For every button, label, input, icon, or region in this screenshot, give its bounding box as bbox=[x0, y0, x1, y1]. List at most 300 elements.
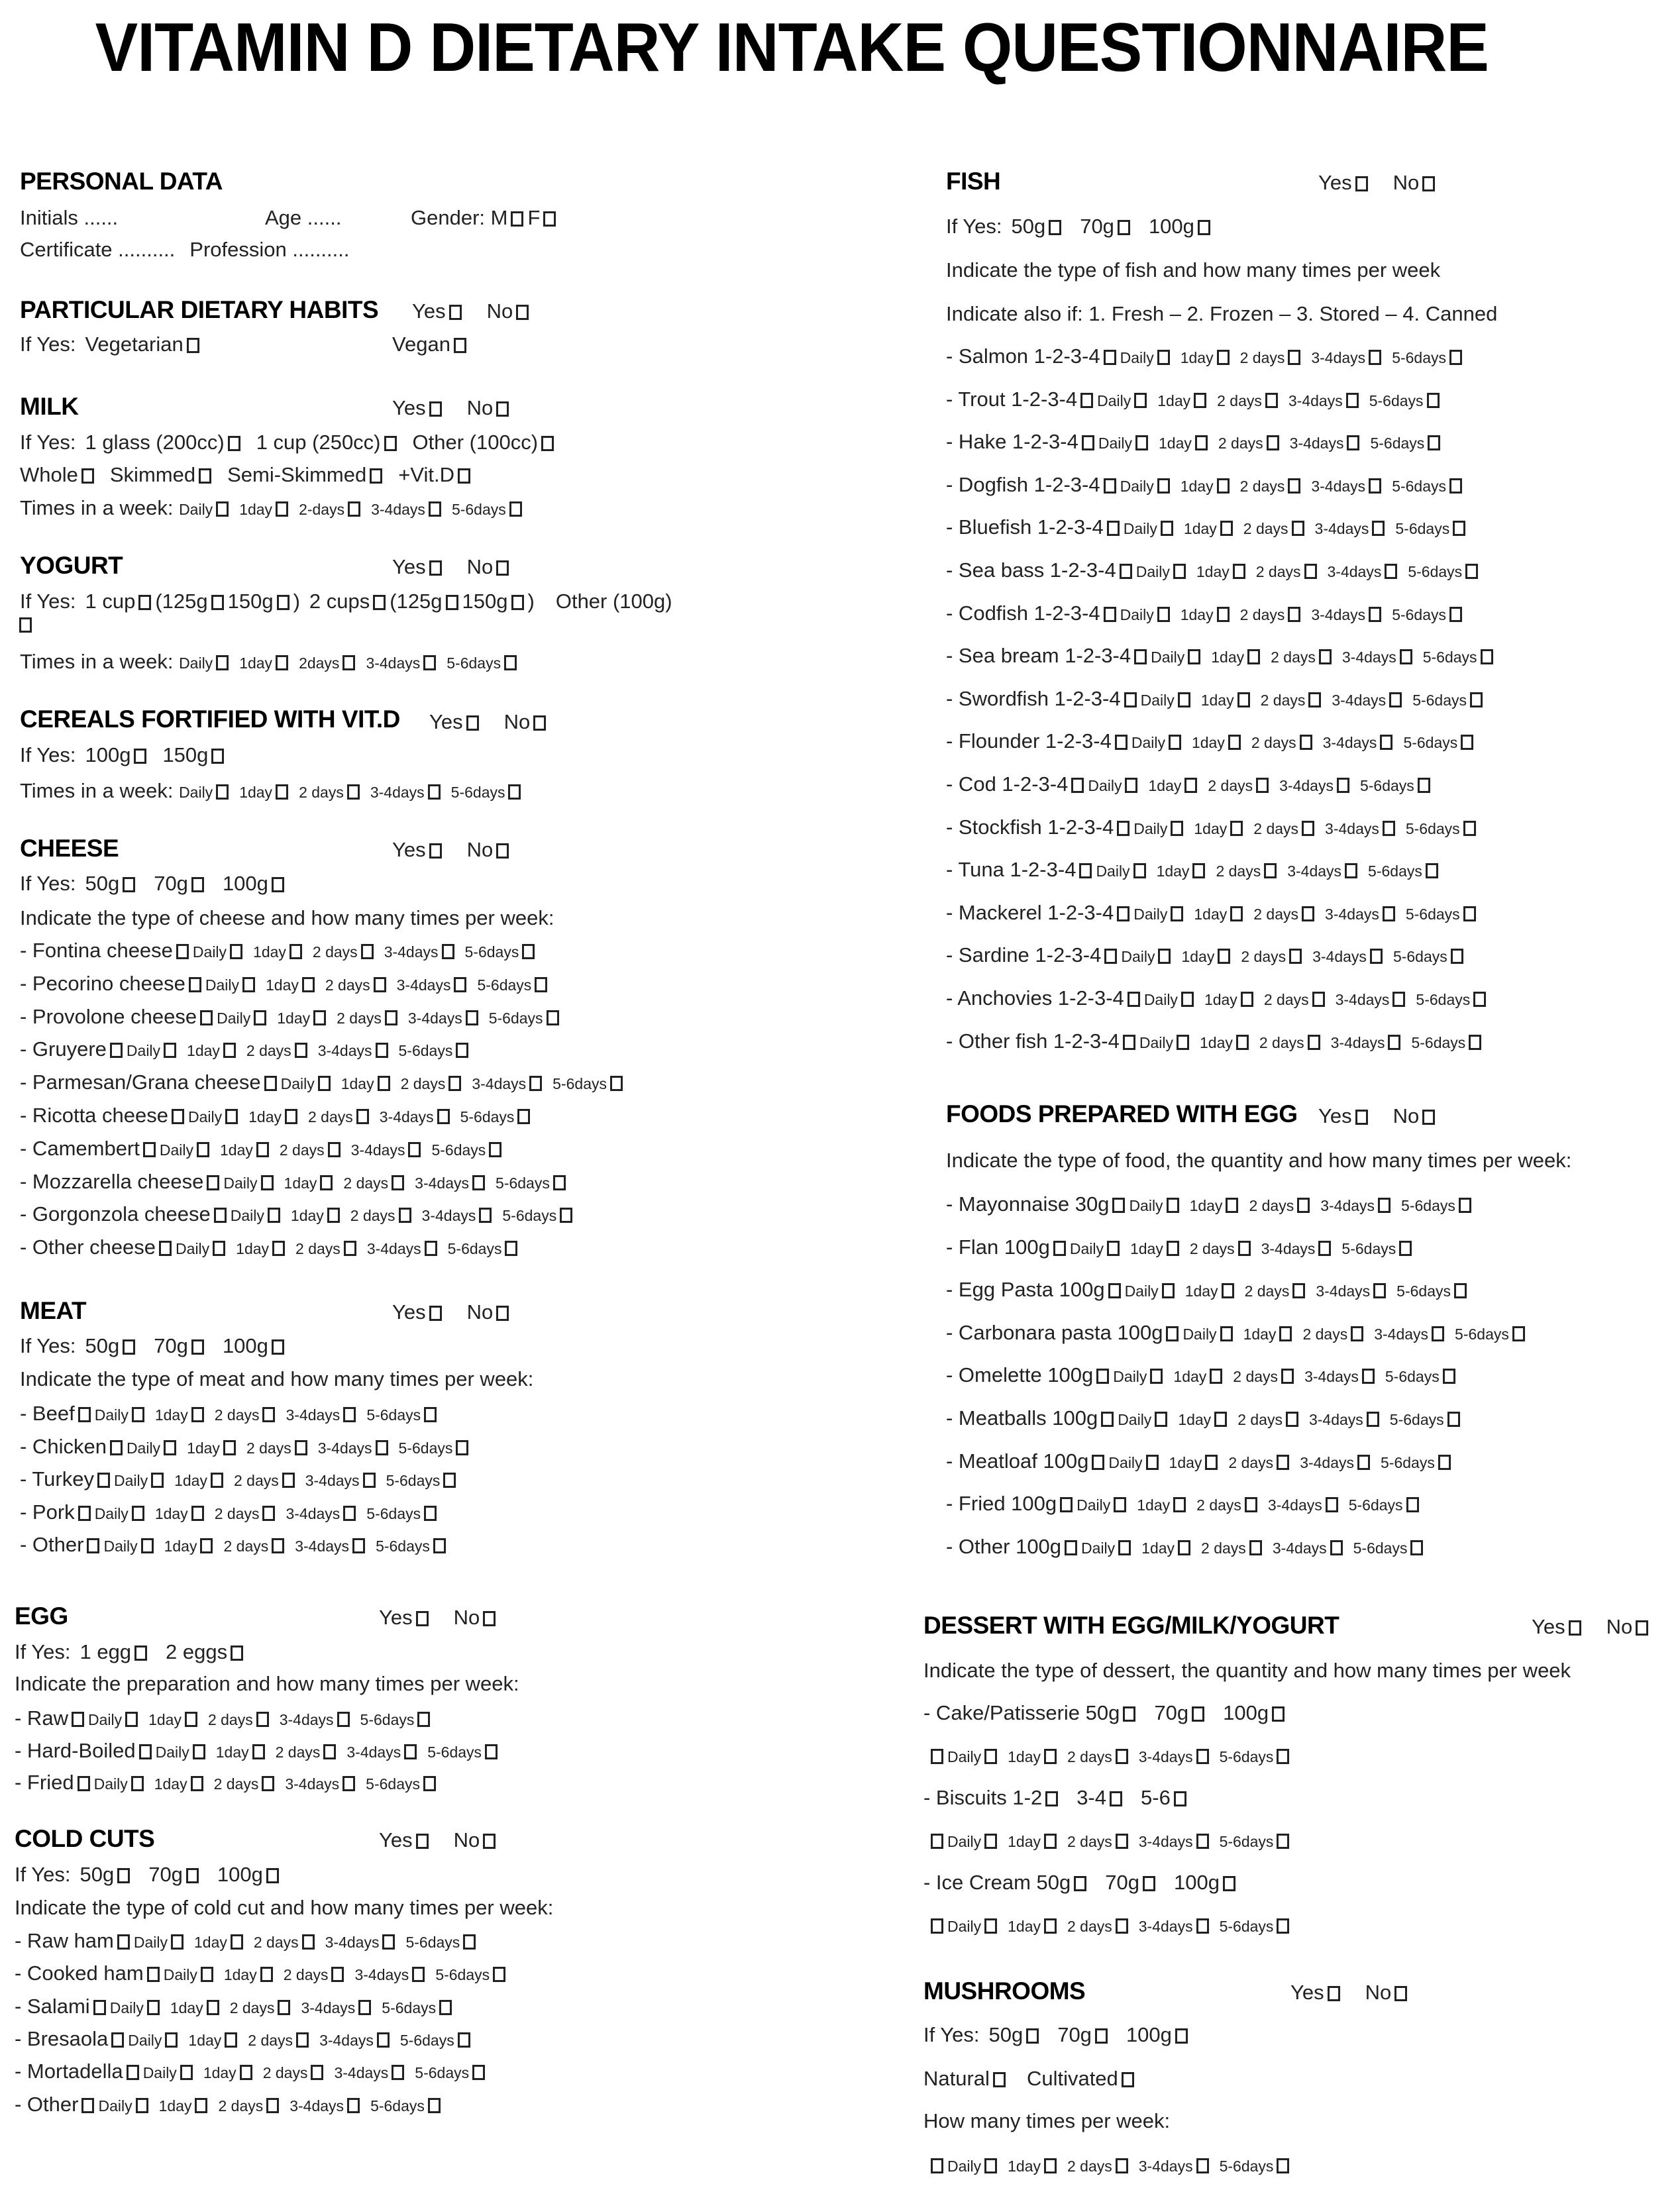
no-checkbox[interactable] bbox=[496, 560, 509, 576]
item-frequency-checkbox[interactable] bbox=[1451, 949, 1463, 964]
item-frequency-checkbox[interactable] bbox=[268, 1208, 280, 1223]
item-checkbox[interactable] bbox=[1166, 1326, 1179, 1341]
item-frequency-checkbox[interactable] bbox=[1228, 735, 1241, 750]
item-frequency-checkbox[interactable] bbox=[164, 1440, 176, 1455]
item-checkbox[interactable] bbox=[72, 1712, 84, 1727]
item-frequency-checkbox[interactable] bbox=[493, 1967, 505, 1982]
item-frequency-checkbox[interactable] bbox=[1346, 393, 1359, 408]
item-frequency-checkbox[interactable] bbox=[207, 2000, 219, 2015]
item-frequency-checkbox[interactable] bbox=[1449, 478, 1462, 494]
one-cup-150g-checkbox[interactable] bbox=[277, 595, 289, 610]
item-frequency-checkbox[interactable] bbox=[377, 2032, 390, 2048]
item-frequency-checkbox[interactable] bbox=[191, 1506, 204, 1521]
icecream-size-checkbox[interactable] bbox=[1074, 1876, 1086, 1891]
item-frequency-checkbox[interactable] bbox=[1326, 1497, 1338, 1512]
mushrooms-frequency-checkbox[interactable] bbox=[1196, 2158, 1209, 2173]
item-checkbox[interactable] bbox=[143, 1142, 156, 1157]
vegan-checkbox[interactable] bbox=[454, 338, 466, 353]
item-frequency-checkbox[interactable] bbox=[1265, 393, 1278, 408]
item-frequency-checkbox[interactable] bbox=[1427, 393, 1440, 408]
yes-checkbox[interactable] bbox=[429, 401, 442, 417]
yogurt-frequency-checkbox[interactable] bbox=[276, 655, 288, 670]
milk-type-checkbox[interactable] bbox=[458, 468, 470, 484]
icecream-size-checkbox[interactable] bbox=[1223, 1876, 1235, 1891]
item-frequency-checkbox[interactable] bbox=[327, 1208, 340, 1223]
item-checkbox[interactable] bbox=[139, 1744, 152, 1759]
item-frequency-checkbox[interactable] bbox=[1297, 1198, 1310, 1213]
item-frequency-checkbox[interactable] bbox=[295, 1440, 307, 1455]
item-checkbox[interactable] bbox=[1124, 692, 1137, 707]
item-frequency-checkbox[interactable] bbox=[1288, 607, 1300, 622]
item-frequency-checkbox[interactable] bbox=[328, 1142, 341, 1157]
no-checkbox[interactable] bbox=[1394, 1986, 1407, 2001]
item-frequency-checkbox[interactable] bbox=[1157, 607, 1170, 622]
item-checkbox[interactable] bbox=[78, 1407, 91, 1422]
item-checkbox[interactable] bbox=[97, 1473, 110, 1488]
item-frequency-checkbox[interactable] bbox=[385, 1010, 397, 1025]
item-frequency-checkbox[interactable] bbox=[1351, 1326, 1363, 1341]
item-frequency-checkbox[interactable] bbox=[1161, 521, 1173, 536]
cheese-size-checkbox[interactable] bbox=[191, 877, 204, 892]
item-frequency-checkbox[interactable] bbox=[443, 1473, 456, 1488]
item-frequency-checkbox[interactable] bbox=[439, 2000, 452, 2015]
item-frequency-checkbox[interactable] bbox=[1289, 949, 1302, 964]
item-frequency-checkbox[interactable] bbox=[1177, 1035, 1189, 1050]
item-frequency-checkbox[interactable] bbox=[260, 1967, 273, 1982]
biscuits-frequency-checkbox[interactable] bbox=[1044, 1834, 1057, 1849]
item-frequency-checkbox[interactable] bbox=[1184, 778, 1197, 793]
item-frequency-checkbox[interactable] bbox=[200, 1538, 213, 1553]
item-frequency-checkbox[interactable] bbox=[1230, 821, 1243, 836]
item-checkbox[interactable] bbox=[1120, 564, 1132, 579]
one-cup-checkbox[interactable] bbox=[138, 595, 151, 610]
yes-checkbox[interactable] bbox=[466, 715, 479, 731]
item-frequency-checkbox[interactable] bbox=[1372, 521, 1385, 536]
icecream-checkbox[interactable] bbox=[931, 1918, 943, 1934]
no-checkbox[interactable] bbox=[1422, 1110, 1435, 1125]
item-frequency-checkbox[interactable] bbox=[1286, 1412, 1298, 1427]
item-frequency-checkbox[interactable] bbox=[131, 1776, 144, 1791]
item-frequency-checkbox[interactable] bbox=[254, 1010, 266, 1025]
cake-size-checkbox[interactable] bbox=[1192, 1706, 1204, 1722]
no-checkbox[interactable] bbox=[533, 715, 546, 731]
item-frequency-checkbox[interactable] bbox=[195, 2098, 207, 2113]
item-frequency-checkbox[interactable] bbox=[1236, 1035, 1249, 1050]
biscuits-size-checkbox[interactable] bbox=[1045, 1791, 1058, 1806]
item-checkbox[interactable] bbox=[1060, 1497, 1073, 1512]
biscuits-frequency-checkbox[interactable] bbox=[984, 1834, 997, 1849]
icecream-frequency-checkbox[interactable] bbox=[1277, 1918, 1289, 1934]
no-checkbox[interactable] bbox=[1636, 1620, 1648, 1636]
item-frequency-checkbox[interactable] bbox=[392, 2065, 404, 2080]
gender-m-checkbox[interactable] bbox=[511, 211, 523, 227]
item-frequency-checkbox[interactable] bbox=[1217, 607, 1230, 622]
item-frequency-checkbox[interactable] bbox=[1133, 863, 1146, 878]
item-checkbox[interactable] bbox=[1112, 1198, 1125, 1213]
item-frequency-checkbox[interactable] bbox=[1292, 521, 1304, 536]
item-frequency-checkbox[interactable] bbox=[535, 977, 547, 992]
item-frequency-checkbox[interactable] bbox=[1218, 949, 1230, 964]
item-frequency-checkbox[interactable] bbox=[1347, 435, 1359, 450]
item-frequency-checkbox[interactable] bbox=[262, 1407, 275, 1422]
item-checkbox[interactable] bbox=[78, 1506, 91, 1521]
item-checkbox[interactable] bbox=[1104, 478, 1116, 494]
mushrooms-frequency-checkbox[interactable] bbox=[1277, 2158, 1289, 2173]
item-frequency-checkbox[interactable] bbox=[1277, 1455, 1289, 1470]
item-checkbox[interactable] bbox=[81, 2098, 94, 2113]
item-frequency-checkbox[interactable] bbox=[376, 1043, 388, 1058]
icecream-frequency-checkbox[interactable] bbox=[1196, 1918, 1209, 1934]
item-checkbox[interactable] bbox=[172, 1109, 184, 1124]
item-frequency-checkbox[interactable] bbox=[1188, 649, 1200, 664]
item-frequency-checkbox[interactable] bbox=[456, 1043, 468, 1058]
no-checkbox[interactable] bbox=[483, 1834, 496, 1849]
item-frequency-checkbox[interactable] bbox=[1345, 863, 1357, 878]
item-frequency-checkbox[interactable] bbox=[262, 1776, 274, 1791]
yes-checkbox[interactable] bbox=[1355, 1110, 1368, 1125]
cake-frequency-checkbox[interactable] bbox=[1044, 1749, 1057, 1764]
item-frequency-checkbox[interactable] bbox=[1319, 649, 1332, 664]
item-frequency-checkbox[interactable] bbox=[132, 1506, 144, 1521]
yes-checkbox[interactable] bbox=[416, 1611, 429, 1626]
item-frequency-checkbox[interactable] bbox=[296, 2032, 309, 2048]
item-frequency-checkbox[interactable] bbox=[285, 1109, 297, 1124]
item-frequency-checkbox[interactable] bbox=[132, 1407, 144, 1422]
item-frequency-checkbox[interactable] bbox=[262, 1506, 275, 1521]
item-frequency-checkbox[interactable] bbox=[1392, 992, 1405, 1007]
item-frequency-checkbox[interactable] bbox=[1400, 649, 1412, 664]
item-frequency-checkbox[interactable] bbox=[1214, 1412, 1227, 1427]
item-frequency-checkbox[interactable] bbox=[392, 1175, 404, 1190]
item-frequency-checkbox[interactable] bbox=[1181, 992, 1194, 1007]
item-frequency-checkbox[interactable] bbox=[231, 1934, 243, 1950]
item-frequency-checkbox[interactable] bbox=[1378, 1198, 1391, 1213]
item-frequency-checkbox[interactable] bbox=[1337, 778, 1349, 793]
cake-checkbox[interactable] bbox=[931, 1749, 943, 1764]
item-frequency-checkbox[interactable] bbox=[1369, 607, 1381, 622]
item-frequency-checkbox[interactable] bbox=[1281, 1369, 1294, 1384]
item-frequency-checkbox[interactable] bbox=[1465, 564, 1478, 579]
item-checkbox[interactable] bbox=[111, 2032, 124, 2048]
item-frequency-checkbox[interactable] bbox=[1230, 906, 1243, 921]
milk-frequency-checkbox[interactable] bbox=[216, 501, 229, 517]
item-frequency-checkbox[interactable] bbox=[1217, 350, 1230, 365]
item-frequency-checkbox[interactable] bbox=[553, 1175, 566, 1190]
biscuits-size-checkbox[interactable] bbox=[1174, 1791, 1186, 1806]
item-checkbox[interactable] bbox=[1082, 435, 1094, 450]
item-frequency-checkbox[interactable] bbox=[1481, 649, 1493, 664]
cereal-size-checkbox[interactable] bbox=[134, 749, 146, 764]
item-frequency-checkbox[interactable] bbox=[1447, 1412, 1460, 1427]
item-frequency-checkbox[interactable] bbox=[1318, 1241, 1331, 1256]
egg-size-checkbox[interactable] bbox=[231, 1646, 243, 1661]
item-frequency-checkbox[interactable] bbox=[1473, 992, 1486, 1007]
cereals-frequency-checkbox[interactable] bbox=[276, 784, 288, 800]
item-frequency-checkbox[interactable] bbox=[313, 1010, 326, 1025]
item-frequency-checkbox[interactable] bbox=[1432, 1326, 1444, 1341]
no-checkbox[interactable] bbox=[496, 401, 509, 417]
item-frequency-checkbox[interactable] bbox=[456, 1440, 468, 1455]
item-frequency-checkbox[interactable] bbox=[361, 944, 374, 959]
item-frequency-checkbox[interactable] bbox=[1389, 692, 1402, 707]
item-checkbox[interactable] bbox=[176, 944, 189, 959]
item-frequency-checkbox[interactable] bbox=[1125, 778, 1137, 793]
item-frequency-checkbox[interactable] bbox=[347, 2098, 360, 2113]
mushrooms-checkbox[interactable] bbox=[931, 2158, 943, 2173]
item-frequency-checkbox[interactable] bbox=[376, 1440, 388, 1455]
item-frequency-checkbox[interactable] bbox=[272, 1241, 285, 1256]
item-frequency-checkbox[interactable] bbox=[472, 2065, 485, 2080]
item-frequency-checkbox[interactable] bbox=[560, 1208, 572, 1223]
item-checkbox[interactable] bbox=[1104, 949, 1117, 964]
item-frequency-checkbox[interactable] bbox=[171, 1934, 184, 1950]
item-frequency-checkbox[interactable] bbox=[1380, 735, 1392, 750]
mushrooms-frequency-checkbox[interactable] bbox=[1116, 2158, 1128, 2173]
item-frequency-checkbox[interactable] bbox=[211, 1473, 223, 1488]
yes-checkbox[interactable] bbox=[449, 305, 462, 320]
item-frequency-checkbox[interactable] bbox=[1264, 863, 1277, 878]
item-frequency-checkbox[interactable] bbox=[1288, 478, 1300, 494]
item-frequency-checkbox[interactable] bbox=[240, 2065, 252, 2080]
item-frequency-checkbox[interactable] bbox=[417, 1712, 430, 1727]
item-frequency-checkbox[interactable] bbox=[1512, 1326, 1525, 1341]
yes-checkbox[interactable] bbox=[429, 843, 442, 859]
yes-checkbox[interactable] bbox=[1569, 1620, 1581, 1636]
item-frequency-checkbox[interactable] bbox=[454, 977, 466, 992]
icecream-frequency-checkbox[interactable] bbox=[1044, 1918, 1057, 1934]
item-frequency-checkbox[interactable] bbox=[1279, 1326, 1292, 1341]
item-frequency-checkbox[interactable] bbox=[1461, 735, 1473, 750]
item-frequency-checkbox[interactable] bbox=[165, 2032, 178, 2048]
no-checkbox[interactable] bbox=[1422, 176, 1435, 191]
item-frequency-checkbox[interactable] bbox=[261, 1175, 274, 1190]
item-frequency-checkbox[interactable] bbox=[213, 1241, 225, 1256]
fish-size-checkbox[interactable] bbox=[1118, 220, 1130, 235]
mushroom-size-checkbox[interactable] bbox=[1095, 2028, 1108, 2044]
item-frequency-checkbox[interactable] bbox=[1220, 521, 1233, 536]
item-frequency-checkbox[interactable] bbox=[1114, 1497, 1126, 1512]
item-frequency-checkbox[interactable] bbox=[1312, 992, 1325, 1007]
item-frequency-checkbox[interactable] bbox=[278, 2000, 290, 2015]
item-frequency-checkbox[interactable] bbox=[1308, 1035, 1320, 1050]
item-checkbox[interactable] bbox=[1115, 735, 1128, 750]
item-frequency-checkbox[interactable] bbox=[1449, 350, 1462, 365]
item-frequency-checkbox[interactable] bbox=[164, 1043, 176, 1058]
item-frequency-checkbox[interactable] bbox=[522, 944, 535, 959]
item-frequency-checkbox[interactable] bbox=[1292, 1283, 1305, 1298]
item-checkbox[interactable] bbox=[1108, 1283, 1121, 1298]
icecream-frequency-checkbox[interactable] bbox=[984, 1918, 997, 1934]
milk-frequency-checkbox[interactable] bbox=[509, 501, 522, 517]
two-cups-125g-checkbox[interactable] bbox=[446, 595, 458, 610]
item-frequency-checkbox[interactable] bbox=[424, 1506, 437, 1521]
item-frequency-checkbox[interactable] bbox=[1171, 821, 1183, 836]
item-checkbox[interactable] bbox=[1096, 1369, 1109, 1384]
item-frequency-checkbox[interactable] bbox=[1438, 1455, 1451, 1470]
item-frequency-checkbox[interactable] bbox=[374, 977, 386, 992]
milk-frequency-checkbox[interactable] bbox=[348, 501, 360, 517]
item-frequency-checkbox[interactable] bbox=[382, 1934, 395, 1950]
item-frequency-checkbox[interactable] bbox=[1288, 350, 1300, 365]
item-frequency-checkbox[interactable] bbox=[489, 1142, 501, 1157]
item-frequency-checkbox[interactable] bbox=[1158, 949, 1171, 964]
item-frequency-checkbox[interactable] bbox=[1370, 949, 1383, 964]
item-frequency-checkbox[interactable] bbox=[1247, 649, 1260, 664]
item-frequency-checkbox[interactable] bbox=[242, 977, 255, 992]
cheese-size-checkbox[interactable] bbox=[123, 877, 135, 892]
item-frequency-checkbox[interactable] bbox=[223, 1043, 236, 1058]
item-frequency-checkbox[interactable] bbox=[191, 1407, 204, 1422]
item-frequency-checkbox[interactable] bbox=[378, 1076, 390, 1091]
item-frequency-checkbox[interactable] bbox=[302, 1934, 315, 1950]
item-frequency-checkbox[interactable] bbox=[230, 944, 242, 959]
item-checkbox[interactable] bbox=[147, 1967, 160, 1982]
item-frequency-checkbox[interactable] bbox=[437, 1109, 450, 1124]
item-frequency-checkbox[interactable] bbox=[318, 1076, 331, 1091]
mushroom-type-checkbox[interactable] bbox=[1122, 2072, 1134, 2087]
yogurt-frequency-checkbox[interactable] bbox=[423, 655, 436, 670]
item-frequency-checkbox[interactable] bbox=[1367, 1412, 1379, 1427]
item-frequency-checkbox[interactable] bbox=[225, 2032, 237, 2048]
item-frequency-checkbox[interactable] bbox=[1410, 1540, 1423, 1555]
item-frequency-checkbox[interactable] bbox=[1249, 1540, 1262, 1555]
cake-frequency-checkbox[interactable] bbox=[984, 1749, 997, 1764]
item-checkbox[interactable] bbox=[214, 1208, 227, 1223]
item-frequency-checkbox[interactable] bbox=[1388, 1035, 1400, 1050]
meat-size-checkbox[interactable] bbox=[123, 1339, 135, 1355]
item-checkbox[interactable] bbox=[189, 977, 201, 992]
yes-checkbox[interactable] bbox=[429, 1306, 442, 1321]
item-frequency-checkbox[interactable] bbox=[1383, 906, 1395, 921]
coldcut-size-checkbox[interactable] bbox=[186, 1868, 199, 1883]
item-frequency-checkbox[interactable] bbox=[201, 1967, 213, 1982]
item-frequency-checkbox[interactable] bbox=[197, 1142, 209, 1157]
item-frequency-checkbox[interactable] bbox=[147, 2000, 160, 2015]
item-checkbox[interactable] bbox=[110, 1043, 123, 1058]
item-checkbox[interactable] bbox=[1104, 607, 1116, 622]
item-frequency-checkbox[interactable] bbox=[1449, 607, 1462, 622]
item-frequency-checkbox[interactable] bbox=[1157, 478, 1170, 494]
cake-frequency-checkbox[interactable] bbox=[1277, 1749, 1289, 1764]
item-frequency-checkbox[interactable] bbox=[272, 1538, 284, 1553]
item-frequency-checkbox[interactable] bbox=[1194, 393, 1206, 408]
meat-size-checkbox[interactable] bbox=[272, 1339, 284, 1355]
item-frequency-checkbox[interactable] bbox=[433, 1538, 446, 1553]
item-frequency-checkbox[interactable] bbox=[141, 1538, 154, 1553]
item-checkbox[interactable] bbox=[1128, 992, 1140, 1007]
item-checkbox[interactable] bbox=[1123, 1035, 1135, 1050]
item-frequency-checkbox[interactable] bbox=[337, 1712, 350, 1727]
no-checkbox[interactable] bbox=[516, 305, 529, 320]
item-checkbox[interactable] bbox=[87, 1538, 99, 1553]
item-frequency-checkbox[interactable] bbox=[1357, 1455, 1370, 1470]
item-frequency-checkbox[interactable] bbox=[1173, 564, 1186, 579]
item-frequency-checkbox[interactable] bbox=[356, 1109, 369, 1124]
item-frequency-checkbox[interactable] bbox=[225, 1109, 238, 1124]
item-frequency-checkbox[interactable] bbox=[1226, 1198, 1238, 1213]
item-frequency-checkbox[interactable] bbox=[1241, 992, 1253, 1007]
item-frequency-checkbox[interactable] bbox=[1195, 435, 1208, 450]
item-frequency-checkbox[interactable] bbox=[1222, 1283, 1234, 1298]
item-checkbox[interactable] bbox=[1092, 1455, 1104, 1470]
item-checkbox[interactable] bbox=[1071, 778, 1084, 793]
item-frequency-checkbox[interactable] bbox=[1373, 1283, 1386, 1298]
one-cup-125g-checkbox[interactable] bbox=[211, 595, 224, 610]
yes-checkbox[interactable] bbox=[1355, 176, 1368, 191]
item-frequency-checkbox[interactable] bbox=[125, 1712, 138, 1727]
item-checkbox[interactable] bbox=[207, 1175, 219, 1190]
mushroom-type-checkbox[interactable] bbox=[993, 2072, 1006, 2087]
meat-size-checkbox[interactable] bbox=[191, 1339, 204, 1355]
mushroom-size-checkbox[interactable] bbox=[1175, 2028, 1188, 2044]
item-frequency-checkbox[interactable] bbox=[428, 2098, 441, 2113]
no-checkbox[interactable] bbox=[496, 843, 509, 859]
yes-checkbox[interactable] bbox=[429, 560, 442, 576]
item-frequency-checkbox[interactable] bbox=[1167, 1241, 1179, 1256]
item-frequency-checkbox[interactable] bbox=[1217, 478, 1230, 494]
item-frequency-checkbox[interactable] bbox=[1205, 1455, 1218, 1470]
item-frequency-checkbox[interactable] bbox=[295, 1043, 307, 1058]
yes-checkbox[interactable] bbox=[416, 1834, 429, 1849]
mushrooms-frequency-checkbox[interactable] bbox=[1044, 2158, 1057, 2173]
item-frequency-checkbox[interactable] bbox=[1169, 735, 1181, 750]
cake-size-checkbox[interactable] bbox=[1272, 1706, 1285, 1722]
item-frequency-checkbox[interactable] bbox=[1302, 821, 1314, 836]
item-frequency-checkbox[interactable] bbox=[1118, 1540, 1131, 1555]
item-checkbox[interactable] bbox=[117, 1934, 130, 1950]
item-frequency-checkbox[interactable] bbox=[256, 1712, 269, 1727]
no-checkbox[interactable] bbox=[496, 1306, 509, 1321]
item-frequency-checkbox[interactable] bbox=[1150, 1369, 1163, 1384]
egg-size-checkbox[interactable] bbox=[134, 1646, 147, 1661]
cheese-size-checkbox[interactable] bbox=[272, 877, 284, 892]
item-frequency-checkbox[interactable] bbox=[1192, 863, 1205, 878]
item-frequency-checkbox[interactable] bbox=[1157, 350, 1170, 365]
item-frequency-checkbox[interactable] bbox=[1220, 1326, 1233, 1341]
item-checkbox[interactable] bbox=[78, 1776, 90, 1791]
item-frequency-checkbox[interactable] bbox=[358, 2000, 371, 2015]
yogurt-frequency-checkbox[interactable] bbox=[216, 655, 229, 670]
item-frequency-checkbox[interactable] bbox=[282, 1473, 295, 1488]
item-frequency-checkbox[interactable] bbox=[442, 944, 454, 959]
no-checkbox[interactable] bbox=[483, 1611, 496, 1626]
coldcut-size-checkbox[interactable] bbox=[266, 1868, 279, 1883]
item-frequency-checkbox[interactable] bbox=[1418, 778, 1430, 793]
item-checkbox[interactable] bbox=[1104, 350, 1116, 365]
item-frequency-checkbox[interactable] bbox=[1362, 1369, 1375, 1384]
item-frequency-checkbox[interactable] bbox=[423, 1776, 436, 1791]
item-frequency-checkbox[interactable] bbox=[289, 944, 302, 959]
yogurt-frequency-checkbox[interactable] bbox=[504, 655, 517, 670]
item-checkbox[interactable] bbox=[93, 2000, 106, 2015]
item-frequency-checkbox[interactable] bbox=[1210, 1369, 1222, 1384]
item-frequency-checkbox[interactable] bbox=[191, 1776, 203, 1791]
two-cups-150g-checkbox[interactable] bbox=[511, 595, 524, 610]
cake-frequency-checkbox[interactable] bbox=[1116, 1749, 1128, 1764]
milk-size-checkbox[interactable] bbox=[384, 436, 397, 451]
milk-size-checkbox[interactable] bbox=[228, 436, 240, 451]
milk-type-checkbox[interactable] bbox=[199, 468, 211, 484]
item-frequency-checkbox[interactable] bbox=[1454, 1283, 1467, 1298]
item-frequency-checkbox[interactable] bbox=[1135, 435, 1148, 450]
cereals-frequency-checkbox[interactable] bbox=[428, 784, 441, 800]
item-frequency-checkbox[interactable] bbox=[1308, 692, 1321, 707]
item-frequency-checkbox[interactable] bbox=[1469, 1035, 1481, 1050]
item-frequency-checkbox[interactable] bbox=[1399, 1241, 1412, 1256]
item-frequency-checkbox[interactable] bbox=[1155, 1412, 1167, 1427]
item-frequency-checkbox[interactable] bbox=[466, 1010, 478, 1025]
item-frequency-checkbox[interactable] bbox=[344, 1241, 356, 1256]
